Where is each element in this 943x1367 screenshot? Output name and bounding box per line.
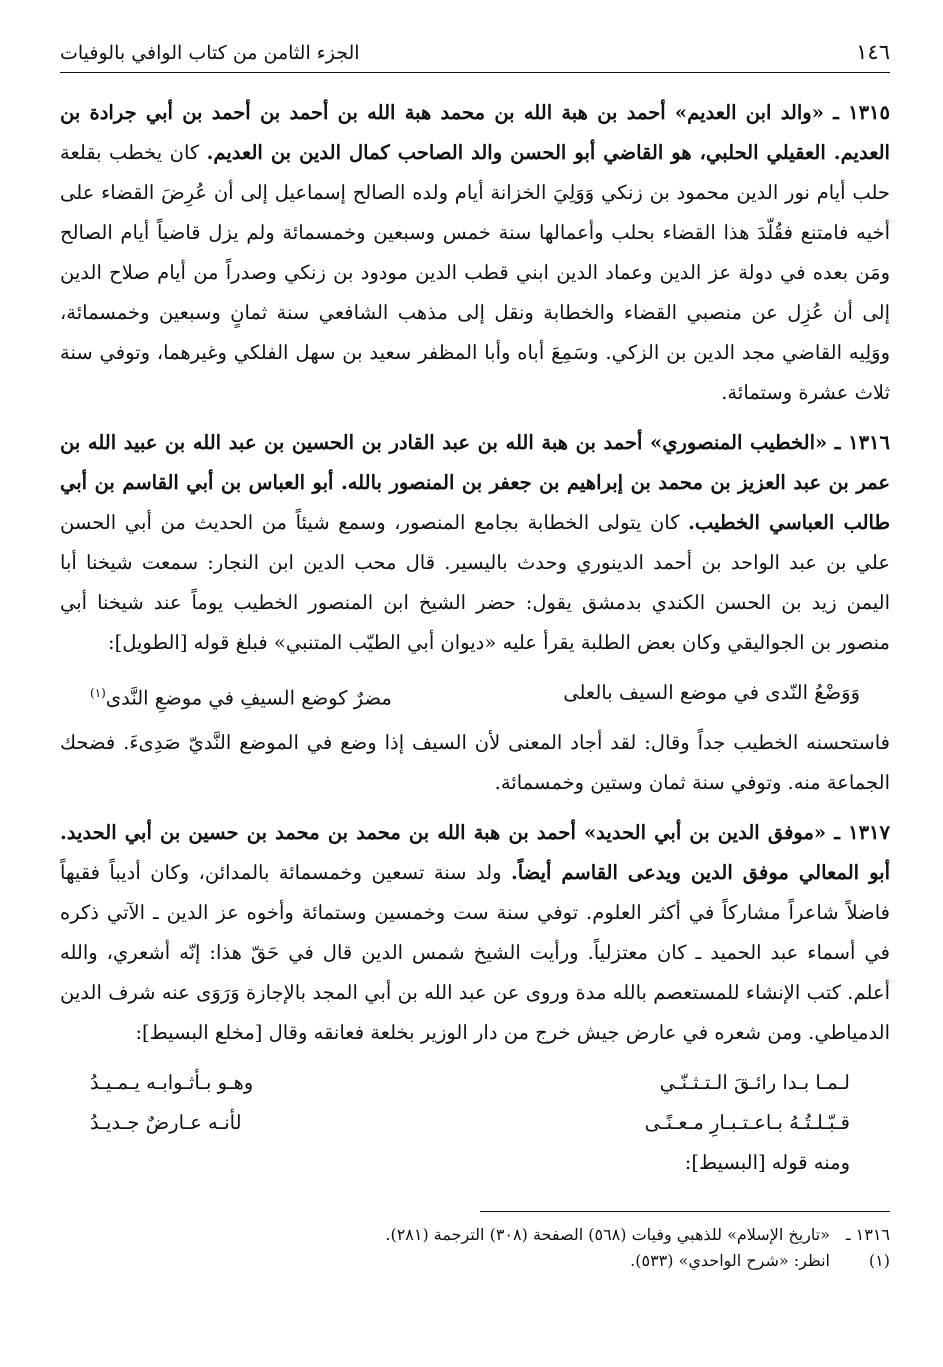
footnote-number: ١٣١٦ ـ bbox=[845, 1224, 890, 1244]
entry-1315-body: كان يخطب بقلعة حلب أيام نور الدين محمود بن زنكي وَوَلِيَ الخزانة أيام ولده الصالح إسماعيل إلى أن عُرِضَ القضاء على أخيه فامتنع فقُلّدَ هذا القضاء بحلب وأعمالها سنة خمس وسبعين وخمسمائة ولم يزل قاضياً أيام الصالح ومَن بعده في دولة عز الدين وعماد الدين ابني قطب الدين مودود بن زنكي وصدراً من أيام صلاح الدين إلى أن عُزِل عن منصبي القضاء والخطابة ونقل إلى مذهب الشافعي سنة ثمانٍ وسبعين وخمسمائة، ووَلِيه القاضي مجد الدين بن الزكي. وسَمِعَ أباه وأبا المظفر سعيد بن سهل الفلكي وغيرهما، وتوفي سنة ثلاث عشرة وستمائة. bbox=[60, 141, 890, 404]
running-title: الجزء الثامن من كتاب الوافي بالوفيات bbox=[60, 42, 360, 64]
footnote-1 bbox=[60, 1248, 890, 1274]
entry-1315 bbox=[60, 93, 890, 413]
entry-1315-head: ١٣١٥ ـ «والد ابن العديم» أحمد بن هبة الله بن محمد هبة الله بن أحمد بن أحمد بن أبي جرادة بن العديم. العقيلي الحلبي، هو القاضي أبو الحسن والد الصاحب كمال الدين بن العديم. bbox=[60, 101, 890, 164]
entry-1317 bbox=[60, 813, 890, 1053]
page-number: ١٤٦ bbox=[856, 40, 890, 64]
footnote-number: (١) bbox=[868, 1250, 890, 1270]
couplet-2-right: قـبّـلـتُـهُ بـاعـتـبـارِ مـعـنًـى bbox=[644, 1110, 850, 1134]
footnote-text: «تاريخ الإسلام» للذهبي وفيات (٥٦٨) الصفحة (٣٠٨) الترجمة (٢٨١). bbox=[385, 1224, 830, 1244]
footnote-text: انظر: «شرح الواحدي» (٥٣٣). bbox=[630, 1250, 830, 1270]
couplet-2 bbox=[90, 1103, 850, 1143]
verse-line bbox=[90, 673, 860, 719]
footnote-ref: (١) bbox=[90, 686, 106, 700]
entry-1317-after: ومنه قوله [البسيط]: bbox=[684, 1150, 850, 1174]
footnote-1316 bbox=[60, 1222, 890, 1248]
page bbox=[60, 40, 890, 1274]
footnote-divider bbox=[480, 1211, 890, 1212]
verse-right-hemistich: وَوَضْعُ النّدى في موضع السيف بالعلى bbox=[563, 681, 860, 704]
couplet-1 bbox=[90, 1063, 850, 1103]
verse-left-text: مضرٌ كوضع السيفِ في موضعِ النَّدى bbox=[105, 686, 392, 710]
verse-left-hemistich bbox=[90, 673, 392, 719]
entry-1316-head: ١٣١٦ ـ «الخطيب المنصوري» أحمد بن هبة الله بن عبد القادر بن الحسين بن عبد الله بن عبيد الله بن عمر بن عبد العزيز بن محمد بن إبراهيم بن جعفر بن المنصور بالله. أبو العباس بن أبي القاسم بن أبي طالب العباسي الخطيب. bbox=[60, 431, 890, 534]
running-head bbox=[60, 40, 890, 73]
couplet-2-left: لأنـه عـارضٌ جـديـدُ bbox=[90, 1110, 242, 1134]
entry-1316-after: فاستحسنه الخطيب جداً وقال: لقد أجاد المعنى لأن السيف إذا وضع في الموضع النَّديّ صَدِىءَ. فضحك الجماعة منه. وتوفي سنة ثمان وستين وخمسمائة. bbox=[60, 730, 890, 794]
couplet-1-left: وهـو بـأثـوابـه يـمـيـدُ bbox=[90, 1070, 254, 1094]
entry-1317-head: ١٣١٧ ـ «موفق الدين بن أبي الحديد» أحمد بن هبة الله بن محمد بن محمد بن حسين بن أبي الحديد. أبو المعالي موفق الدين ويدعى القاسم أيضاً. bbox=[60, 820, 890, 884]
couplet-1-right: لـمـا بـدا رائـقَ الـتـثـنّـي bbox=[659, 1070, 850, 1094]
entry-1316 bbox=[60, 423, 890, 663]
entry-1316-body: كان يتولى الخطابة بجامع المنصور، وسمع شيئاً من الحديث من أبي الحسن علي بن عبد الواحد بن أحمد الدينوري وحدث باليسير. قال محب الدين ابن النجار: سمعت شيخنا أبا اليمن زيد بن الحسن الكندي بدمشق يقول: حضر الشيخ ابن المنصور الخطيب يوماً عند شيخنا أبي منصور بن الجواليقي وكان بعض الطلبة يقرأ عليه «ديوان أبي الطيّب المتنبي» فبلغ قوله [الطويل]: bbox=[60, 511, 890, 654]
entry-1317-body: ولد سنة تسعين وخمسمائة بالمدائن، وكان أديباً فقيهاً فاضلاً شاعراً مشاركاً في أكثر العلوم. توفي سنة ست وخمسين وستمائة وأخوه عز الدين ـ الآتي ذكره في أسماء عبد الحميد ـ كان معتزلياً. ورأيت الشيخ شمس الدين قال في حَقّ هذا: إنّه أشعري، والله أعلم. كتب الإنشاء للمستعصم بالله مدة وروى عن عبد الله بن أبي المجد بالإجازة وَرَوَى عنه شرف الدين الدمياطي. ومن شعره في عارض جيش خرج من دار الوزير بخلعة فعانقه وقال [مخلع البسيط]: bbox=[60, 860, 890, 1044]
